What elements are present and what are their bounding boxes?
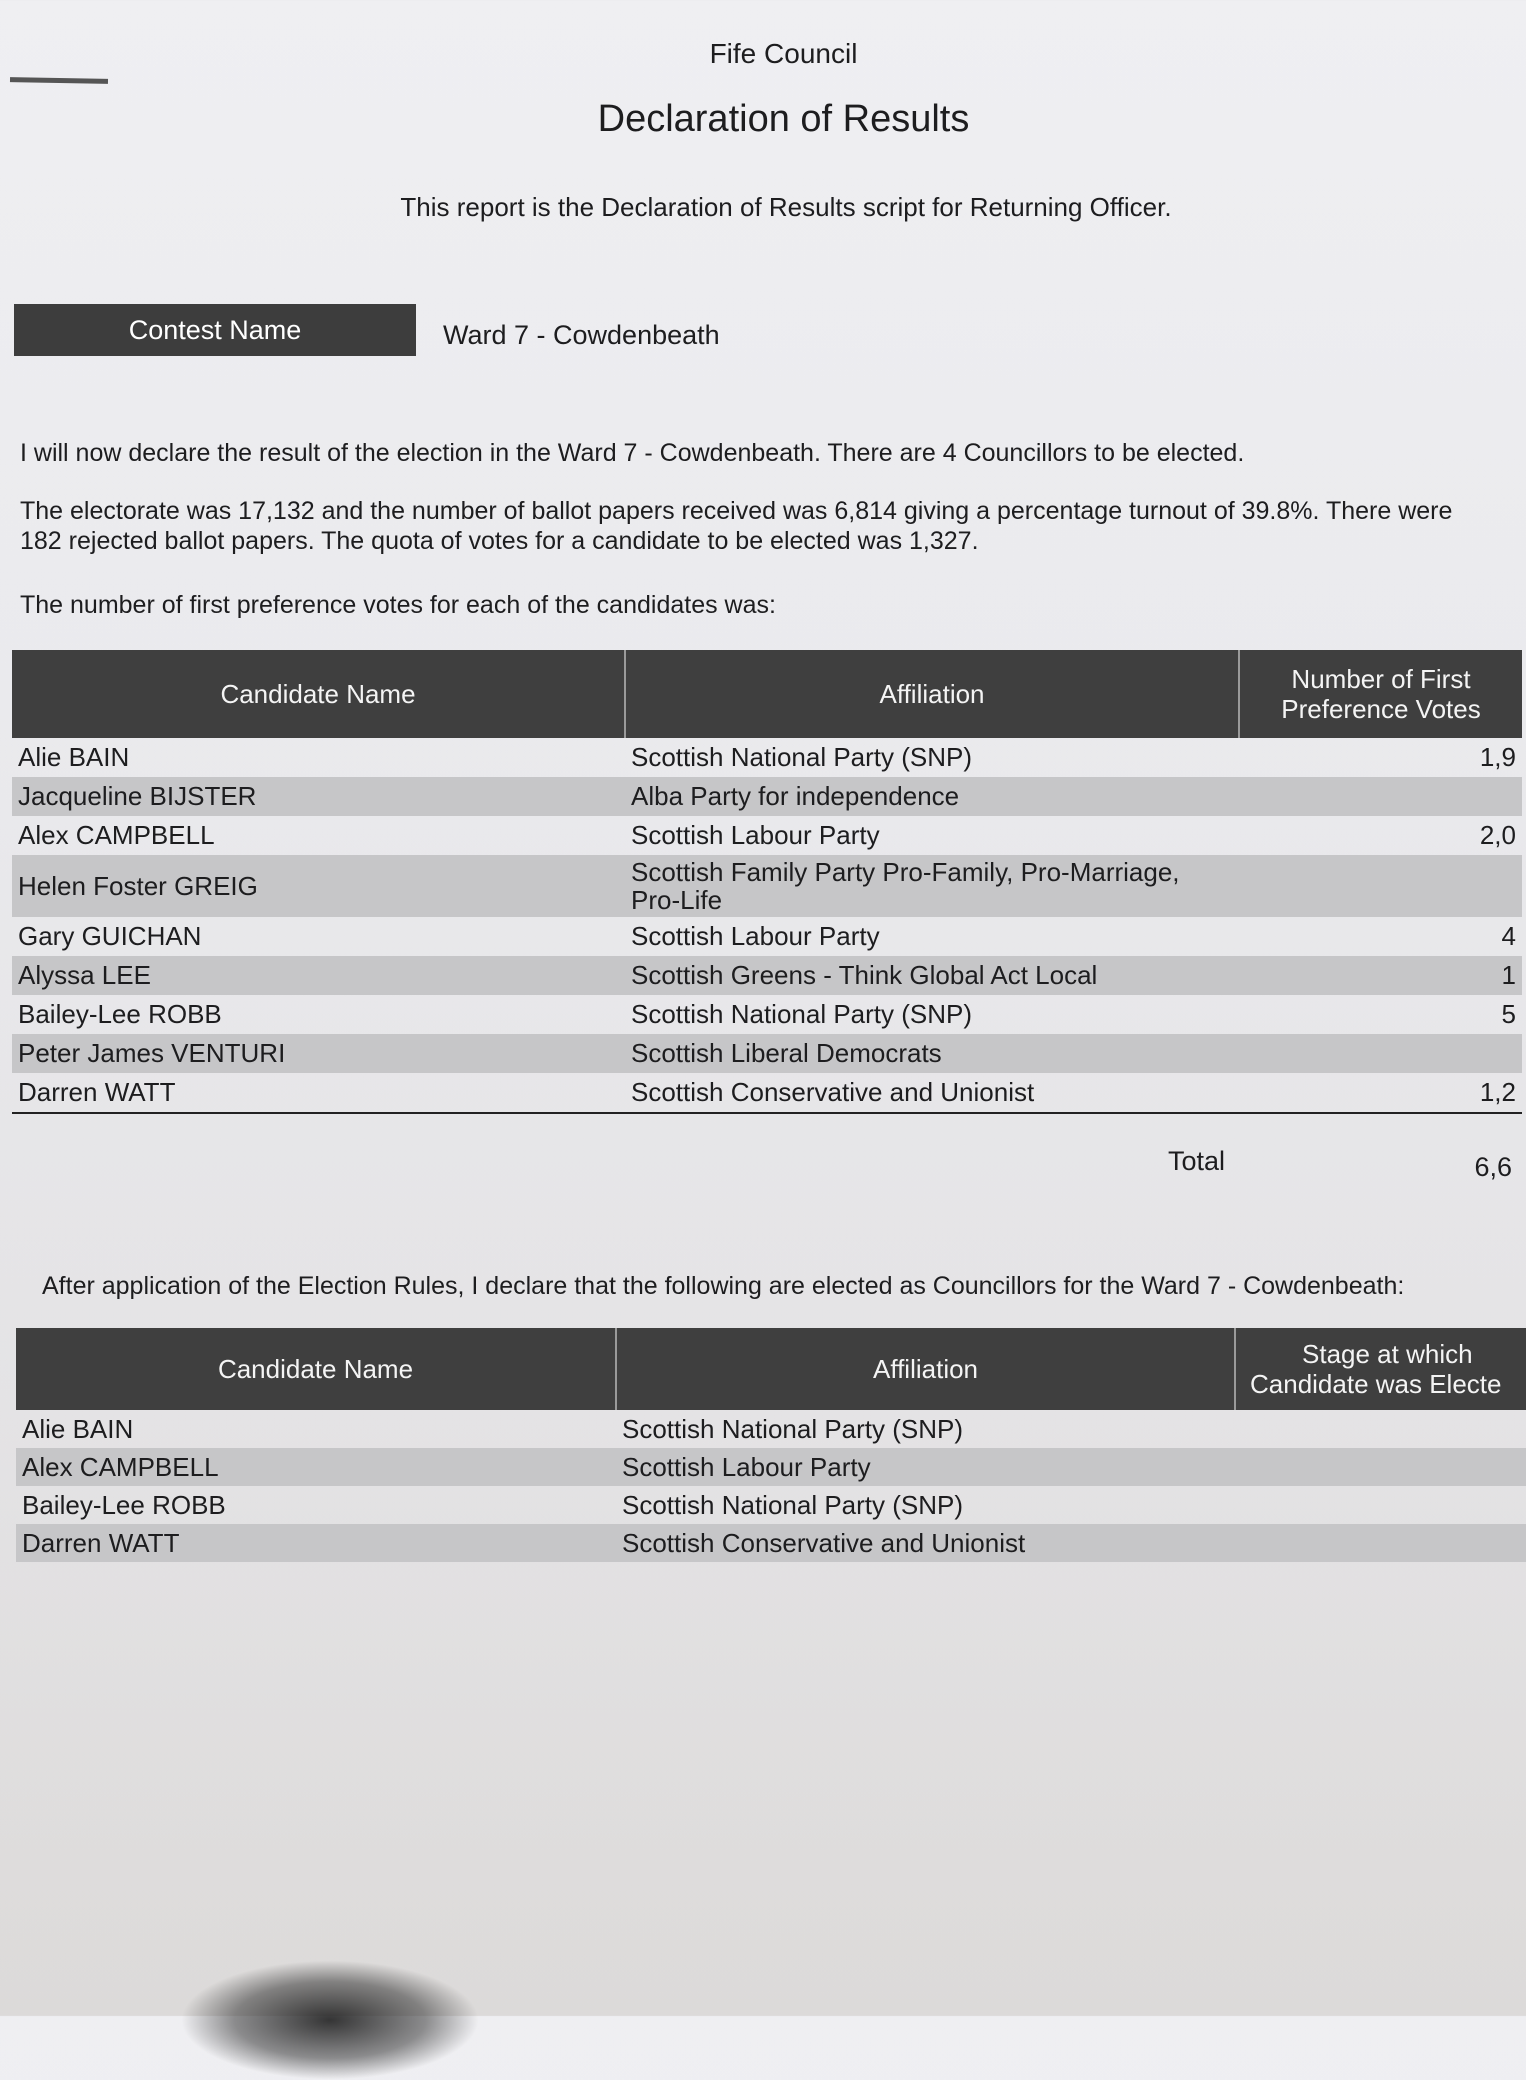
header-affiliation: Affiliation <box>625 650 1239 738</box>
page-title: Declaration of Results <box>597 98 970 140</box>
candidate-affiliation: Scottish Labour Party <box>631 921 880 951</box>
candidate-affiliation: Scottish Liberal Democrats <box>625 1034 1239 1073</box>
candidate-name: Alie BAIN <box>18 742 130 772</box>
candidate-votes: 1,9 <box>1479 742 1516 772</box>
table-row <box>12 777 1522 816</box>
candidate-name: Darren WATT <box>18 1077 176 1107</box>
candidate-name: Alex CAMPBELL <box>18 820 215 850</box>
table-row <box>12 1034 1522 1073</box>
candidate-affiliation: Scottish National Party (SNP) <box>631 742 973 772</box>
total-label: Total <box>1168 1146 1226 1176</box>
elected-stage <box>1235 1524 1526 1562</box>
elected-name: Alie BAIN <box>22 1413 134 1444</box>
table-row <box>12 917 1522 956</box>
hand-shadow <box>180 1960 480 2080</box>
table-row <box>16 1448 1526 1486</box>
candidate-affiliation: Scottish Family Party Pro-Family, Pro-Marriage, Pro-Life <box>625 855 1239 917</box>
candidate-votes <box>1239 1034 1522 1073</box>
table-row <box>16 1524 1526 1562</box>
header-stage: Stage at which Candidate was Electe <box>1235 1328 1526 1410</box>
elected-affiliation: Scottish Labour Party <box>616 1448 1235 1486</box>
candidate-name: Alyssa LEE <box>12 956 625 995</box>
candidate-affiliation: Scottish Labour Party <box>631 820 880 850</box>
elected-stage <box>1235 1410 1526 1448</box>
total-value: 6,6 <box>1474 1152 1512 1182</box>
contest-name-label: Contest Name <box>14 304 416 356</box>
candidate-votes: 1 <box>1239 956 1522 995</box>
table-row <box>12 1073 1522 1113</box>
candidate-name: Jacqueline BIJSTER <box>12 777 625 816</box>
header-votes: Number of First Preference Votes <box>1239 650 1522 738</box>
header-affiliation: Affiliation <box>616 1328 1235 1410</box>
table-row <box>12 855 1522 917</box>
report-description: This report is the Declaration of Results script for Returning Officer. <box>400 192 1172 222</box>
candidate-votes <box>1239 777 1522 816</box>
table-row <box>12 956 1522 995</box>
elected-table <box>16 1328 1526 1562</box>
first-preference-table <box>12 650 1522 1114</box>
elected-affiliation: Scottish Conservative and Unionist <box>616 1524 1235 1562</box>
candidate-votes: 2,0 <box>1479 820 1516 850</box>
candidate-affiliation: Alba Party for independence <box>625 777 1239 816</box>
table-row <box>12 738 1522 777</box>
table-row <box>12 816 1522 855</box>
table-row <box>16 1410 1526 1448</box>
elected-stage <box>1235 1448 1526 1486</box>
table-header-row <box>12 650 1522 738</box>
electorate-paragraph: The electorate was 17,132 and the number of ballot papers received was 6,814 giving a percentage turnout of 39.8%. There were 182 rejected ballot papers. The quota of votes for a candidate to be elected was 1,327. <box>20 497 1453 555</box>
table-row <box>16 1486 1526 1524</box>
declaration-paragraph: I will now declare the result of the election in the Ward 7 - Cowdenbeath. There are 4 Councillors to be elected. <box>20 439 1245 467</box>
candidate-name: Helen Foster GREIG <box>12 855 625 917</box>
table-row <box>12 995 1522 1034</box>
candidate-name: Peter James VENTURI <box>12 1034 625 1073</box>
candidate-votes: 4 <box>1501 921 1516 951</box>
candidate-votes: 1,2 <box>1479 1077 1516 1107</box>
header-candidate-name: Candidate Name <box>12 650 625 738</box>
first-preference-intro: The number of first preference votes for each of the candidates was: <box>20 591 776 619</box>
elected-name: Bailey-Lee ROBB <box>22 1489 226 1520</box>
elected-name: Alex CAMPBELL <box>16 1448 616 1486</box>
candidate-votes <box>1239 855 1522 917</box>
candidate-name: Bailey-Lee ROBB <box>18 999 222 1029</box>
elected-intro: After application of the Election Rules, I declare that the following are elected as Councillors for the Ward 7 - Cowdenbeath: <box>42 1272 1405 1300</box>
candidate-affiliation: Scottish Greens - Think Global Act Local <box>625 956 1239 995</box>
table-header-row <box>16 1328 1526 1410</box>
contest-name-value: Ward 7 - Cowdenbeath <box>443 320 720 350</box>
candidate-name: Gary GUICHAN <box>18 921 202 951</box>
elected-name: Darren WATT <box>16 1524 616 1562</box>
header-candidate-name: Candidate Name <box>16 1328 616 1410</box>
elected-stage <box>1235 1486 1526 1524</box>
elected-affiliation: Scottish National Party (SNP) <box>622 1489 964 1520</box>
elected-affiliation: Scottish National Party (SNP) <box>622 1413 964 1444</box>
candidate-votes: 5 <box>1501 999 1516 1029</box>
council-name: Fife Council <box>709 38 858 69</box>
candidate-affiliation: Scottish Conservative and Unionist <box>631 1077 1035 1107</box>
candidate-affiliation: Scottish National Party (SNP) <box>631 999 973 1029</box>
pen-mark <box>10 77 108 84</box>
